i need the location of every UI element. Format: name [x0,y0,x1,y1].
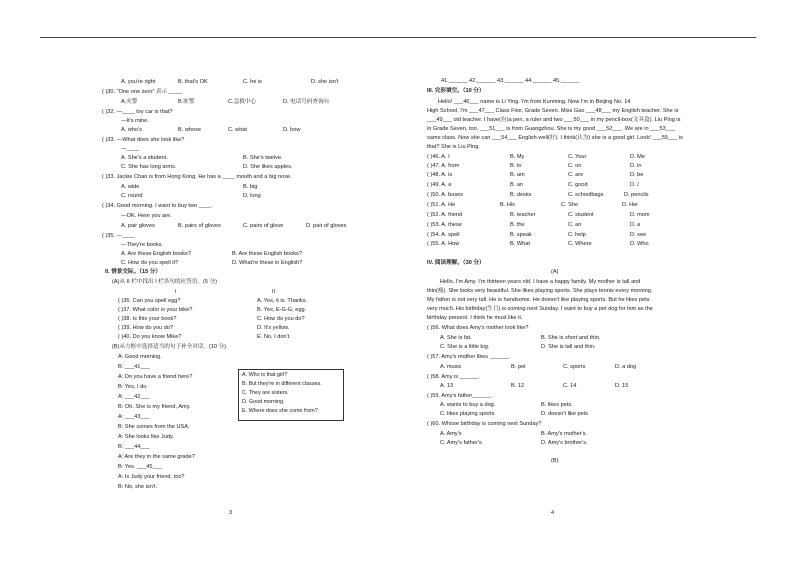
q56-option-d: D. She is tall and thin. [541,344,596,350]
q29-option-d: D. she isn't [311,79,339,85]
box-option-e: E. Where does she come from? [242,408,318,414]
cloze-line-4: in Grade Seven, too. ___51___ is from Guangzhou. She is my good ___52___. We are in ___53___ [427,126,676,132]
question-60: ( )60. Whose birthday is coming next Sunday? [427,421,542,427]
q47-stem: ( )47. A. from [427,163,460,169]
top-rule [40,37,756,38]
q54-option-b: B. speak [510,232,532,238]
q53-stem: ( )53. A. these [427,222,462,228]
q57-option-a: A. music [440,364,462,370]
q57-option-d: D. a dog [615,364,637,370]
q52-option-d: D. mom [630,212,650,218]
q34-answer-line: —OK. Here you are. [121,213,172,219]
dialogue-line-3: A: Do you have a friend here? [118,374,193,380]
dialogue-line-12: B: Yes. ___45___ [118,464,162,470]
cloze-line-3: ___49___ old teacher. I have(有)a pen, a ruler and two ___50___ in my pencil-box(文具盒). Liu Ping is [427,117,681,123]
q30-option-a: A.火警 [121,99,138,105]
passage-b-label: (B) [551,458,559,464]
q46-option-c: C. Your [568,154,587,160]
q34-option-c: C. pairs of glove [243,223,284,229]
q30-option-c: C.急救中心 [228,99,256,105]
q54-stem: ( )54. A. spell [427,232,460,238]
q54-option-c: C. help [568,232,586,238]
q34-option-a: A. pair gloves [121,223,155,229]
q55-option-c: C. Where [568,241,592,247]
q49-option-b: B. an [510,182,524,188]
cloze-line-1: Hello! ___46___ name is Li Ying. I'm from Kunming. Now I'm in Beijing No. 14 [438,99,631,105]
box-option-b: B. But they're in different classes. [242,381,322,387]
section-2-heading: II. 情景交际。（15 分） [105,269,161,275]
q48-stem: ( )48. A. is [427,172,453,178]
q52-option-c: C. student [568,212,594,218]
match-answer-a: A. Yes, it is. Thanks. [257,298,308,304]
passage-a-label: (A) [551,269,559,275]
q30-option-b: B.匪警 [178,99,195,105]
q58-option-d: D. 15 [615,383,629,389]
question-30: ( )30. "One one zero" 表示 ____。 [102,89,187,95]
q59-option-d: D. doesn't like pets [541,411,589,417]
q29-option-b: B. that's OK [178,79,208,85]
section-2b-instruction: (B)从方框中选择适当的句子补全对话。(10 分) [112,344,227,350]
q55-option-b: B. What [510,241,530,247]
q49-stem: ( )49. A. a [427,182,452,188]
q49-option-d: D. / [630,182,639,188]
q35-option-b: B. Are these English books? [232,251,302,257]
dialogue-line-4: B: Yes, I do. [118,384,148,390]
q58-option-c: C. 14 [563,383,577,389]
match-38: ( )38. Is this your book? [118,316,177,322]
q33b-option-b: B. big [243,184,258,190]
section-3-heading: III. 完形填空。（10 分） [427,88,485,94]
q57-option-c: C. sports [563,364,586,370]
question-57: ( )57. Amy's mother likes ______. [427,354,510,360]
q47-option-c: C. on [568,163,582,169]
dialogue-line-1: A: Good morning. [118,354,162,360]
q59-option-a: A. wants to buy a dog. [440,402,496,408]
match-36: ( )36. Can you spell egg? [118,298,181,304]
q33b-option-c: C. round [121,193,143,199]
column-i-heading: I [175,289,177,295]
q35-option-d: D. What're these in English? [232,260,303,266]
match-37: ( )37. What color is your bike? [118,307,193,313]
box-option-c: C. They are sisters. [242,390,289,396]
q56-option-b: B. She is short and thin. [541,335,601,341]
question-34: ( )34. Good morning. I want to buy two ____. [102,203,213,209]
q60-option-d: D. Amy's brother's. [541,440,588,446]
q30-option-d: D. 电话号码查询台 [283,99,330,105]
q50-option-c: C. schoolbags [568,192,604,198]
q57-option-b: B. pet [511,364,526,370]
q48-option-b: B. am [510,172,525,178]
q51-option-b: B. His [500,202,515,208]
answer-blanks-41-45: 41.______ 42.______ 43.______ 44.______ 45.______ [441,78,580,84]
q32a-option-a: A. who's [121,127,142,133]
q35-answer-line: —They're books. [121,242,164,248]
q29-option-a: A. you're right [121,79,156,85]
dialogue-line-2: B: ___41___ [118,364,150,370]
q56-option-a: A. She is fat. [440,335,472,341]
q58-option-b: B. 12 [511,383,525,389]
q32a-option-b: B. whose [178,127,202,133]
dialogue-line-13: A: Is Judy your friend, too? [118,474,185,480]
dialogue-line-8: B: She comes from the USA. [118,424,190,430]
q60-option-c: C. Amy's father's. [440,440,484,446]
q60-option-b: B. Amy's mother's. [541,431,587,437]
q53-option-b: B. the [510,222,525,228]
q33a-option-d: D. She likes apples. [243,164,293,170]
sentence-options-box [238,369,344,421]
box-option-a: A. Who is that girl? [242,372,288,378]
question-58: ( )58. Amy is ______. [427,374,480,380]
q34-option-b: B. pairs of gloves [178,223,221,229]
q50-option-b: B. desks [510,192,532,198]
q49-option-c: C. good [568,182,588,188]
q33a-option-b: B. She's twelve. [243,155,283,161]
cloze-line-5: same class. Now she can ___54___ English well(好). I think(认为) she is a good girl. Look! ___55___ is [427,135,683,141]
q32a-answer-line: —It's mine. [121,118,149,124]
passage-line-4: very much. His birthday(生日) is coming next Sunday. I want to buy a pet dog for him as the [427,306,653,312]
q35-option-a: A. Are these English books? [121,251,191,257]
dialogue-line-7: A: ___43___ [118,414,150,420]
q51-option-d: D. Her [622,202,639,208]
dialogue-line-14: B: No, she isn't. [118,484,157,490]
question-33b: ( )33. Jackie Chan is from Hong Kong. He has a ____ mouth and a big nose. [102,174,292,180]
q33b-option-a: A. wide [121,184,140,190]
q33a-answer-line: —____ [121,146,140,152]
passage-line-3: My father is not very tall. He is handsome. He doesn't like playing sports. But he likes pets [427,297,650,303]
match-answer-d: D. It's yellow. [257,325,290,331]
q51-stem: ( )51. A. He [427,202,456,208]
q52-option-b: B. teacher [510,212,536,218]
dialogue-line-10: B: ___44___ [118,444,150,450]
page-number-left: 3 [229,510,233,516]
cloze-line-2: High School. I'm ___47___ Class Five, Grade Seven. Miss Gao ___48___ my English teacher. She is [427,108,679,114]
match-39: ( )39. How do you do? [118,325,174,331]
q55-stem: ( )55. A. How [427,241,460,247]
q50-stem: ( )50. A. buses [427,192,464,198]
q47-option-d: D. in [630,163,642,169]
section-4-heading: IV. 阅读理解。（30 分） [427,260,485,266]
q59-option-b: B. likes pets. [541,402,573,408]
q56-option-c: C. She is a little big. [440,344,490,350]
q51-option-c: C. She [561,202,579,208]
q33a-option-c: C. She has long arms. [121,164,177,170]
q46-option-d: D. Me [630,154,645,160]
passage-line-5: birthday present. I think he must like it. [427,315,523,321]
q52-stem: ( )52. A. friend [427,212,463,218]
q35-option-c: C. How do you spell it? [121,260,179,266]
cloze-line-6: that? She is Liu Ping. [427,144,480,150]
dialogue-line-5: A: ___42___ [118,394,150,400]
dialogue-line-9: A: She looks like Judy. [118,434,174,440]
question-33a: ( )33. —What does she look like? [102,137,185,143]
match-answer-b: B. Yes, E-G-G, egg. [257,307,307,313]
q33a-option-a: A. She's a student. [121,155,168,161]
passage-line-1: Hello, I'm Amy. I'm thirteen years old. I have a happy family. My mother is tall and [440,279,641,285]
q53-option-c: C. an [568,222,582,228]
q50-option-d: D. pencils [624,192,649,198]
q48-option-d: D. be [630,172,644,178]
q32a-option-d: D. how [283,127,301,133]
q46-stem: ( )46. A. I [427,154,450,160]
q54-option-d: D. see [630,232,647,238]
dialogue-line-6: B: Oh. She is my friend, Amy. [118,404,191,410]
q29-option-c: C. he is [243,79,262,85]
question-56: ( )56. What does Amy's mother look like? [427,325,529,331]
q60-option-a: A. Amy's [440,431,462,437]
q32a-option-c: C. what [228,127,247,133]
q47-option-b: B. to [510,163,522,169]
question-32a: ( )32. —____ toy car is that? [102,109,173,115]
match-40: ( )40. Do you know Mike? [118,334,182,340]
passage-line-2: thin(瘦). She looks very beautiful. She likes playing sports. She plays tennis every morning. [427,288,653,294]
match-answer-c: C. How do you do? [257,316,305,322]
q53-option-d: D. a [630,222,641,228]
box-option-d: D. Good morning. [242,399,285,405]
question-35: ( )35. —____ [102,233,135,239]
q33b-option-d: D. long [243,193,261,199]
column-ii-heading: II [272,289,276,295]
q34-option-d: D. pair of gloves [306,223,347,229]
match-answer-e: E. No, I don't. [257,334,291,340]
dialogue-line-11: A: Are they in the same grade? [118,454,195,460]
page-number-right: 4 [551,510,555,516]
q48-option-c: C. are [568,172,584,178]
q46-option-b: B. My [510,154,525,160]
section-2a-instruction: (A)从 II 栏中找出 I 栏各句的应答语。(5 分) [112,279,218,285]
question-59: ( )59. Amy's father______. [427,393,493,399]
q55-option-d: D. Who [630,241,649,247]
q58-option-a: A. 13 [440,383,454,389]
q59-option-c: C. likes playing sports [440,411,495,417]
